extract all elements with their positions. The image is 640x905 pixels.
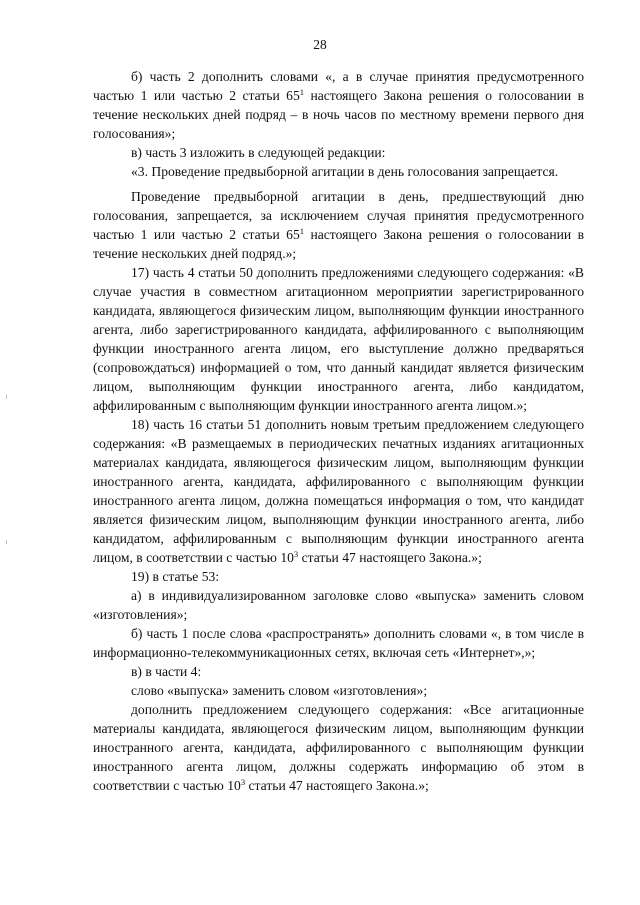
paragraph: в) в части 4: — [131, 664, 202, 679]
margin-mark — [6, 540, 7, 544]
paragraph: слово «выпуска» заменить словом «изготовления»; — [131, 683, 428, 698]
paragraph: дополнить предложением следующего содержания: «Все агитационные материалы кандидата, являющегося физическим лицом, выполняющим функции иностранного агента, кандидата, аффилированного с выполняющим функции иностранного агента лицом, должны содержать информацию об этом в соответствии с частью $10^3$ статьи 47 настоящего Закона.»; — [93, 702, 584, 793]
paragraph: в) часть 3 изложить в следующей редакции: — [131, 145, 386, 160]
document-body — [93, 67, 584, 795]
margin-mark — [6, 395, 7, 399]
page-number: 28 — [313, 37, 327, 52]
paragraph: а) в индивидуализированном заголовке слово «выпуска» заменить словом «изготовления»; — [93, 588, 584, 622]
paragraph: б) часть 2 дополнить словами «, а в случае принятия предусмотренного частью 1 или частью 2 статьи $65^1$ настоящего Закона решения о голосовании в течение нескольких дней подряд – в ночь часов по местному времени первого дня голосования»; — [93, 69, 584, 141]
paragraph: 19) в статье 53: — [131, 569, 220, 584]
paragraph: 18) часть 16 статьи 51 дополнить новым третьим предложением следующего содержания: «В размещаемых в периодических печатных изданиях агитационных материалах кандидата, являющегося физическим лицом, выполняющим функции иностранного агента, кандидата, аффилированного с выполняющим функции иностранного агента лицом, должна помещаться информация о том, что кандидат является физическим лицом, выполняющим функции иностранного агента, либо кандидатом, аффилированным с выполняющим функции иностранного агента лицом, в соответствии с частью $10^3$ статьи 47 настоящего Закона.»; — [93, 417, 584, 565]
paragraph: б) часть 1 после слова «распространять» дополнить словами «, в том числе в информационно-телекоммуникационных сетях, включая сеть «Интернет»,»; — [93, 626, 584, 660]
paragraph: 17) часть 4 статьи 50 дополнить предложениями следующего содержания: «В случае участия в совместном агитационном мероприятии зарегистрированного кандидата, являющегося физическим лицом, выполняющим функции иностранного агента, либо зарегистрированного кандидата, аффилированного с выполняющим функции иностранного агента лицом, его выступление должно предваряться (сопровождаться) информацией о том, что данный кандидат является физическим лицом, выполняющим функции иностранного агента, либо кандидатом, аффилированным с выполняющим функции иностранного агента лицом.»; — [93, 265, 584, 413]
paragraph: Проведение предвыборной агитации в день, предшествующий дню голосования, запрещается, за исключением случая принятия предусмотренного частью 1 или частью 2 статьи $65^1$ настоящего Закона решения о голосовании в течение нескольких дней подряд.»; — [93, 189, 584, 261]
paragraph: «3. Проведение предвыборной агитации в день голосования запрещается. — [131, 164, 559, 179]
